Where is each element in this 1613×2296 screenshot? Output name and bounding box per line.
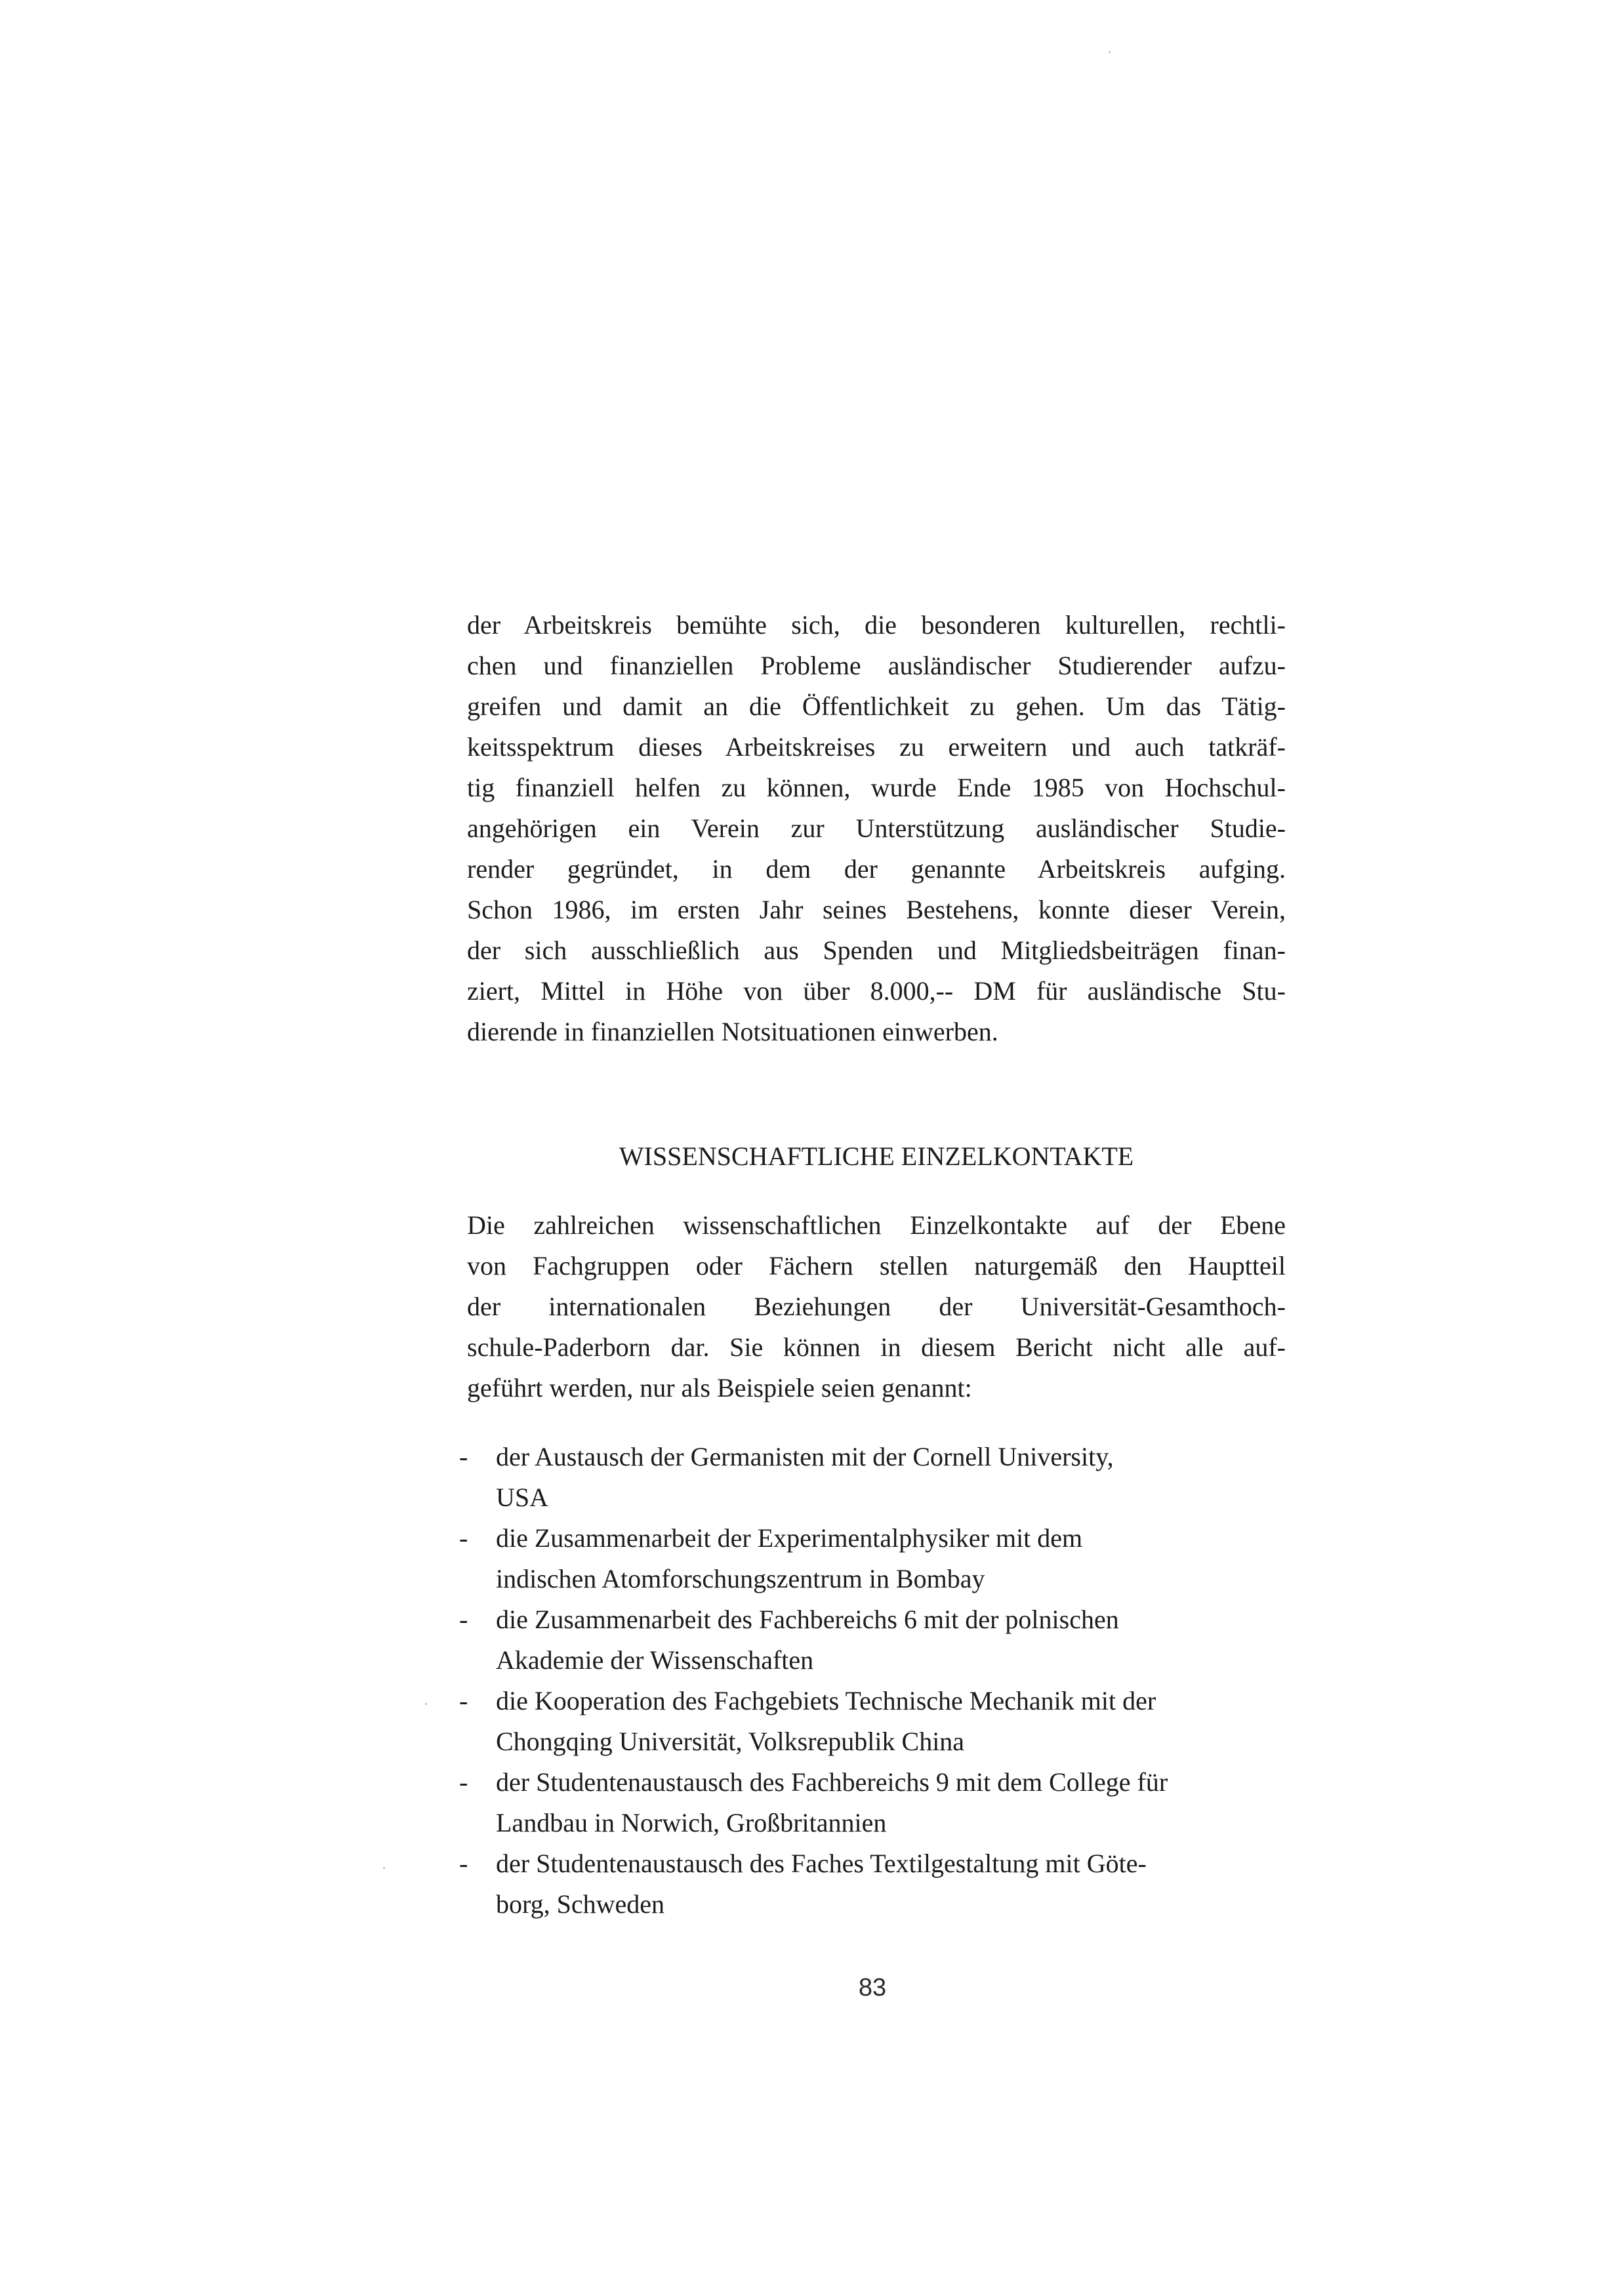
- text-line: tig finanziell helfen zu können, wurde Ende 1985 von Hochschul-: [467, 773, 1286, 802]
- list-item-line: die Kooperation des Fachgebiets Technische Mechanik mit der: [496, 1686, 1156, 1715]
- list-item-line: Chongqing Universität, Volksrepublik China: [496, 1727, 965, 1756]
- text-line: chen und finanziellen Probleme ausländischer Studierender aufzu-: [467, 651, 1286, 680]
- text-line: der sich ausschließlich aus Spenden und Mitgliedsbeiträgen finan-: [467, 935, 1286, 965]
- list-item: [459, 1762, 1286, 1843]
- list-dash: -: [459, 1686, 468, 1715]
- list-item-line: indischen Atomforschungszentrum in Bombay: [496, 1564, 985, 1593]
- text-line: keitsspektrum dieses Arbeitskreises zu erweitern und auch tatkräf-: [467, 732, 1286, 762]
- text-line: angehörigen ein Verein zur Unterstützung ausländischer Studie-: [467, 813, 1286, 843]
- intro-paragraph: [467, 605, 1286, 1052]
- text-line: von Fachgruppen oder Fächern stellen naturgemäß den Hauptteil: [467, 1251, 1286, 1281]
- text-line: dierende in finanziellen Notsituationen einwerben.: [467, 1017, 998, 1046]
- text-line: geführt werden, nur als Beispiele seien genannt:: [467, 1373, 972, 1403]
- text-line: ziert, Mittel in Höhe von über 8.000,-- DM für ausländische Stu-: [467, 976, 1286, 1006]
- text-line: render gegründet, in dem der genannte Arbeitskreis aufging.: [467, 854, 1286, 884]
- list-dash: -: [459, 1442, 468, 1471]
- list-item-line: der Studentenaustausch des Fachbereichs 9 mit dem College für: [496, 1767, 1168, 1797]
- list-item-line: der Studentenaustausch des Faches Textilgestaltung mit Göte-: [496, 1849, 1147, 1878]
- list-dash: -: [459, 1605, 468, 1634]
- list-item-line: der Austausch der Germanisten mit der Cornell University,: [496, 1442, 1114, 1471]
- text-line: der Arbeitskreis bemühte sich, die besonderen kulturellen, rechtli-: [467, 610, 1286, 640]
- text-line: der internationalen Beziehungen der Universität-Gesamthoch-: [467, 1292, 1286, 1321]
- list-dash: -: [459, 1849, 468, 1878]
- page-number: 83: [858, 1974, 887, 2001]
- list-item-line: die Zusammenarbeit des Fachbereichs 6 mit der polnischen: [496, 1605, 1119, 1634]
- list-dash: -: [459, 1767, 468, 1797]
- list-item: [459, 1843, 1286, 1925]
- section-heading: WISSENSCHAFTLICHE EINZELKONTAKTE: [619, 1141, 1134, 1171]
- list-item-line: borg, Schweden: [496, 1889, 664, 1919]
- list-item: [459, 1437, 1286, 1518]
- list-item: [459, 1681, 1286, 1762]
- list-item-line: Akademie der Wissenschaften: [496, 1645, 814, 1675]
- list-dash: -: [459, 1523, 468, 1553]
- text-line: greifen und damit an die Öffentlichkeit zu gehen. Um das Tätig-: [467, 691, 1286, 721]
- scan-speck: [1109, 51, 1111, 53]
- text-line: Die zahlreichen wissenschaftlichen Einzelkontakte auf der Ebene: [467, 1210, 1286, 1240]
- list-item-line: USA: [496, 1483, 549, 1512]
- scan-speck: [383, 1867, 385, 1869]
- scan-speck: [425, 1703, 427, 1705]
- list-item: [459, 1518, 1286, 1599]
- list-item-line: die Zusammenarbeit der Experimentalphysiker mit dem: [496, 1523, 1083, 1553]
- text-line: Schon 1986, im ersten Jahr seines Bestehens, konnte dieser Verein,: [467, 895, 1286, 924]
- list-item: [459, 1599, 1286, 1681]
- text-line: schule-Paderborn dar. Sie können in diesem Bericht nicht alle auf-: [467, 1332, 1286, 1362]
- list-item-line: Landbau in Norwich, Großbritannien: [496, 1808, 887, 1837]
- body-paragraph: [467, 1205, 1286, 1408]
- examples-list: [459, 1437, 1286, 1925]
